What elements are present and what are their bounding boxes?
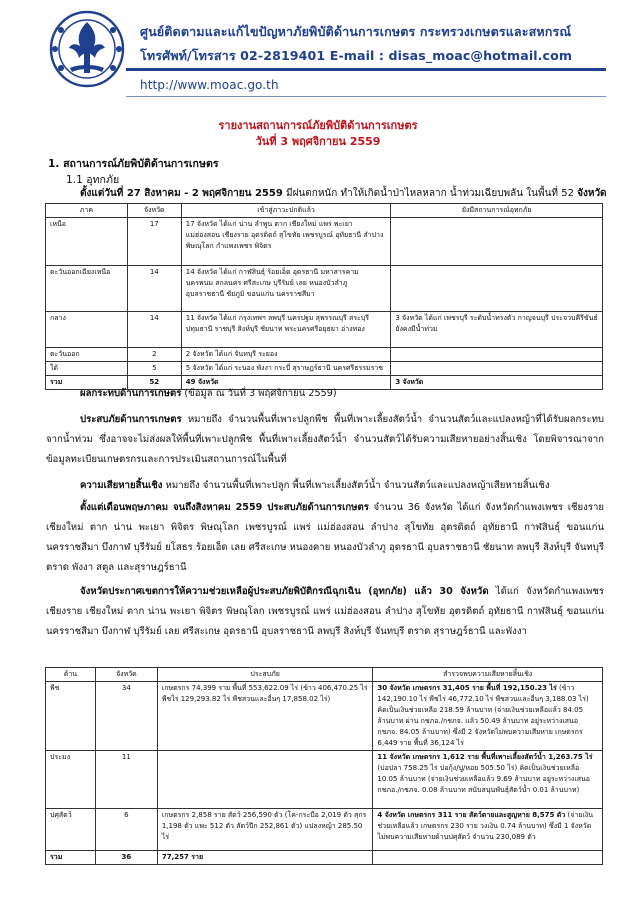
moac-emblem-icon [44, 8, 130, 90]
table-row [46, 809, 603, 851]
cell-total-affected: 77,257 ราย [157, 851, 373, 865]
header-org-name: ศูนย์ติดตามและแก้ไขปัญหาภัยพิบัติด้านการเกษตร กระทรวงเกษตรและสหกรณ์ [140, 24, 572, 39]
col-header-normal: เข้าสู่ภาวะปกติแล้ว [181, 204, 391, 218]
affected-provinces-list: จำนวน 36 จังหวัด ได้แก่ จังหวัดกำแพงเพชร เชียงราย เชียงใหม่ ตาก น่าน พะเยา พิจิตร พิษณุโลก เพชรบูรณ์ แพร่ แม่ฮ่องสอน ลำปาง สุโขทัย อุตรดิตถ์ อุทัยธานี กาฬสินธุ์ ขอนแก่น นครราชสีมา บึงกาฬ บุรีรัมย์ ยโสธร ร้อยเอ็ด เลย ศรีสะเกษ หนองคาย หนองบัวลำภู อุดรธานี อุบลราชธานี ชัยนาท ลพบุรี สิงห์บุรี จันทบุรี ตราด พังงา สตูล และสุราษฎร์ธานี [46, 502, 604, 573]
cell-region: ตะวันออก [46, 348, 128, 362]
cell-ongoing [391, 362, 603, 376]
section-heading: 1. สถานการณ์ภัยพิบัติด้านการเกษตร [48, 158, 219, 170]
table-row [46, 751, 603, 809]
paragraph-affected-provinces [46, 498, 604, 578]
report-date: วันที่ 3 พฤศจิกายน 2559 [255, 135, 381, 148]
cell-ongoing [391, 348, 603, 362]
cell-count: 14 [127, 312, 181, 348]
damage-table [45, 667, 603, 865]
cell-region: ตะวันออกเฉียงเหนือ [46, 266, 128, 312]
impact-heading [46, 384, 604, 404]
cell-count: 6 [95, 809, 157, 851]
damage-detail: (ข้าว 142,190.10 ไร่ พืชไร่ 46,772.10 ไร่ พืชสวนและอื่นๆ 3,188.03 ไร่) คิดเป็นเงินช่วยเหลือ 218.59 ล้านบาท (จ่ายเงินช่วยเหลือแล้ว 84.05 ล้านบาท ผ่าน กชภอ./กชภจ. แล้ว 50.49 ล้านบาท อยู่ระหว่างเสนอ กชภจ. 84.05 ล้านบาท) ซึ่งมี 2 จังหวัดไม่พบความเสียหาย เกษตรกร 6,449 ราย พื้นที่ 36,124 ไร่ [377, 684, 589, 747]
damage-detail: (จ่ายเงินช่วยเหลือแล้ว เกษตรกร 230 ราย วงเงิน 0.74 ล้านบาท) ซึ่งมี 1 จังหวัดไม่พบความเสียหายด้านปศุสัตว์ จำนวน 230,089 ตัว [377, 811, 593, 841]
col-header-region: ภาค [46, 204, 128, 218]
table-row [46, 312, 603, 348]
table-row [46, 266, 603, 312]
header-divider [126, 68, 606, 71]
flood-status-table [45, 203, 603, 390]
cell-total-ongoing: 3 จังหวัด [391, 376, 603, 390]
paragraph-affected [46, 410, 604, 470]
cell-aspect: ปศุสัตว์ [46, 809, 96, 851]
declared-provinces-list: ได้แก่ จังหวัดกำแพงเพชร เชียงราย เชียงใหม่ ตาก น่าน พะเยา พิจิตร พิษณุโลก เพชรบูรณ์ แพร่ แม่ฮ่องสอน ลำปาง สุโขทัย อุตรดิตถ์ อุทัยธานี กาฬสินธุ์ ขอนแก่น นครราชสีมา บึงกาฬ บุรีรัมย์ เลย ศรีสะเกษ อุดรธานี อุบลราชธานี ลพบุรี สิงห์บุรี จันทบุรี ตราด สุราษฎร์ธานี และพังงา [46, 586, 604, 637]
damage-detail: (บ่อปลา 758.25 ไร่ บ่อกุ้ง/ปู/หอย 505.50 ไร่) คิดเป็นเงินช่วยเหลือ 10.05 ล้านบาท (จ่ายเงินช่วยเหลือแล้ว 9.69 ล้านบาท อยู่ระหว่างเสนอ กชภอ./กชภจ. 0.08 ล้านบาท สนับสนุนพันธุ์สัตว์น้ำ 0.01 ล้านบาท) [377, 764, 590, 794]
impact-title: ผลกระทบด้านการเกษตร [80, 388, 182, 399]
cell-normal: 14 จังหวัด ได้แก่ กาฬสินธุ์ ร้อยเอ็ด อุดรธานี มหาสารคาม นครพนม สกลนคร ศรีสะเกษ บุรีรัมย์ เลย หนองบัวลำภู อุบลราชธานี ชัยภูมิ ขอนแก่น นครราชสีมา [181, 266, 391, 312]
damage-summary: 4 จังหวัด เกษตรกร 311 ราย สัตว์ตายและสูญหาย 8,575 ตัว [377, 811, 566, 819]
cell-total-label: รวม [46, 376, 128, 390]
cell-region: กลาง [46, 312, 128, 348]
impact-note: (ข้อมูล ณ วันที่ 3 พฤศจิกายน 2559) [181, 388, 337, 399]
table-row [46, 682, 603, 751]
table-row [46, 348, 603, 362]
cell-total-count: 36 [95, 851, 157, 865]
table-row [46, 362, 603, 376]
cell-damage [373, 809, 603, 851]
def-total-damage: หมายถึง จำนวนพื้นที่เพาะปลูก พื้นที่เพาะเลี้ยงสัตว์น้ำ จำนวนสัตว์และแปลงหญ้าเสียหายสิ้นเชิง [162, 480, 550, 491]
flood-summary [80, 186, 607, 201]
cell-ongoing [391, 218, 603, 266]
header-divider-thin [126, 96, 606, 97]
cell-aspect: ประมง [46, 751, 96, 809]
cell-count: 11 [95, 751, 157, 809]
term-total-damage: ความเสียหายสิ้นเชิง [80, 480, 163, 491]
header-contact: โทรศัพท์/โทรสาร 02-2819401 E-mail : disas_moac@hotmail.com [140, 48, 573, 63]
cell-count: 34 [95, 682, 157, 751]
col-header-affected: ประสบภัย [157, 668, 373, 682]
def-affected: หมายถึง จำนวนพื้นที่เพาะปลูกพืช พื้นที่เพาะเลี้ยงสัตว์น้ำ จำนวนสัตว์และแปลงหญ้าที่ได้รับผลกระทบจากน้ำท่วม ซึ่งอาจจะไม่ส่งผลให้พื้นที่เพาะปลูกพืช พื้นที่เพาะเลี้ยงสัตว์น้ำ จำนวนสัตว์ได้รับความเสียหายอย่างสิ้นเชิง โดยพิจารณาจากข้อมูลทะเบียนเกษตรกรและการประเมินสถานการณ์ในพื้นที่ [46, 414, 604, 465]
cell-affected: เกษตรกร 74,399 ราย พื้นที่ 553,622.09 ไร่ (ข้าว 406,470.25 ไร่ พืชไร่ 129,293.82 ไร่ พืชสวนและอื่นๆ 17,858.02 ไร่) [157, 682, 373, 751]
term-affected: ประสบภัยด้านการเกษตร [80, 414, 182, 425]
cell-ongoing: 3 จังหวัด ได้แก่ เพชรบุรี ระดับน้ำทรงตัว กาญจนบุรี ประจวบคีรีขันธ์ยังคงมีน้ำท่วม [391, 312, 603, 348]
cell-ongoing [391, 266, 603, 312]
paragraph-total-damage [46, 476, 604, 496]
cell-affected [157, 751, 373, 809]
cell-damage [373, 682, 603, 751]
paragraph-declared-provinces [46, 582, 604, 642]
cell-count: 5 [127, 362, 181, 376]
cell-region: เหนือ [46, 218, 128, 266]
table-header-row [46, 668, 603, 682]
flood-period: ตั้งแต่วันที่ 27 สิงหาคม - 2 พฤศจิกายน 2559 [80, 188, 283, 199]
cell-aspect: พืช [46, 682, 96, 751]
cell-normal: 17 จังหวัด ได้แก่ น่าน ลำพูน ตาก เชียงใหม่ แพร่ พะเยา แม่ฮ่องสอน เชียงราย อุตรดิตถ์ สุโขทัย เพชรบูรณ์ อุทัยธานี ลำปาง พิษณุโลก กำแพงเพชร พิจิตร [181, 218, 391, 266]
cell-count: 17 [127, 218, 181, 266]
table-total-row [46, 851, 603, 865]
cell-total-label: รวม [46, 851, 96, 865]
flood-desc: มีฝนตกหนัก ทำให้เกิดน้ำป่าไหลหลาก น้ำท่วมเฉียบพลัน ในพื้นที่ 52 [282, 188, 578, 199]
cell-total-normal: 49 จังหวัด [181, 376, 391, 390]
cell-total-count: 52 [127, 376, 181, 390]
col-header-count: จังหวัด [127, 204, 181, 218]
damage-summary: 11 จังหวัด เกษตรกร 1,612 ราย พื้นที่เพาะเลี้ยงสัตว์น้ำ 1,263.75 ไร่ [377, 753, 593, 761]
col-header-count: จังหวัด [95, 668, 157, 682]
table-row [46, 218, 603, 266]
col-header-aspect: ด้าน [46, 668, 96, 682]
subsection-heading: 1.1 อุทกภัย [66, 174, 120, 186]
flood-unit: จังหวัด [577, 188, 607, 199]
cell-region: ใต้ [46, 362, 128, 376]
cell-damage [373, 751, 603, 809]
cell-total-damage [373, 851, 603, 865]
declared-heading: จังหวัดประกาศเขตการให้ความช่วยเหลือผู้ประสบภัยพิบัติกรณีฉุกเฉิน (อุทกภัย) แล้ว 30 จังหวัด [80, 586, 489, 597]
col-header-ongoing: ยังมีสถานการณ์อุทกภัย [391, 204, 603, 218]
cell-count: 2 [127, 348, 181, 362]
cell-normal: 5 จังหวัด ได้แก่ ระนอง พังงา กระบี่ สุราษฎร์ธานี นครศรีธรรมราช [181, 362, 391, 376]
col-header-damage: สำรวจพบความเสียหายสิ้นเชิง [373, 668, 603, 682]
cell-affected: เกษตรกร 2,858 ราย สัตว์ 256,590 ตัว (โค-กระบือ 2,019 ตัว สุกร 1,198 ตัว แพะ 512 ตัว สัตว์ปีก 252,861 ตัว) แปลงหญ้า 285.50 ไร่ [157, 809, 373, 851]
cell-normal: 2 จังหวัด ได้แก่ จันทบุรี ระยอง [181, 348, 391, 362]
header-website-link[interactable]: http://www.moac.go.th [140, 78, 279, 92]
table-header-row [46, 204, 603, 218]
cell-normal: 11 จังหวัด ได้แก่ กรุงเทพฯ ลพบุรี นครปฐม สุพรรณบุรี สระบุรี ปทุมธานี ราชบุรี สิงห์บุรี ชัยนาท พระนครศรีอยุธยา อ่างทอง [181, 312, 391, 348]
affected-period: ตั้งแต่เดือนพฤษภาคม จนถึงสิงหาคม 2559 ประสบภัยด้านการเกษตร [80, 502, 369, 513]
cell-count: 14 [127, 266, 181, 312]
damage-summary: 30 จังหวัด เกษตรกร 31,405 ราย พื้นที่ 192,150.23 ไร่ [377, 684, 557, 692]
report-title: รายงานสถานการณ์ภัยพิบัติด้านการเกษตร [218, 119, 418, 132]
